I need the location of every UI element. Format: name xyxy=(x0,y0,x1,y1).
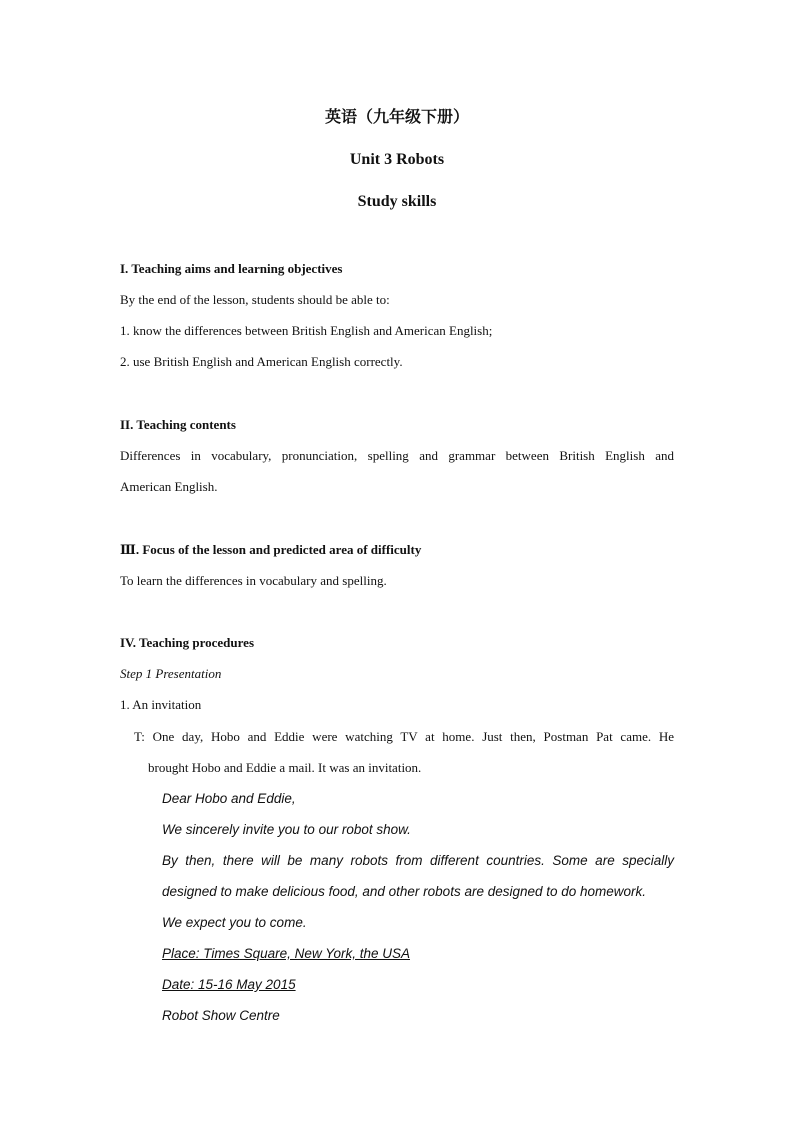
heading-teaching-aims: I. Teaching aims and learning objectives xyxy=(120,261,343,276)
letter-line: By then, there will be many robots from different countries. Some are specially xyxy=(162,853,674,868)
heading-teaching-contents: II. Teaching contents xyxy=(120,417,236,432)
letter-signature: Robot Show Centre xyxy=(162,1008,280,1023)
letter-place: Place: Times Square, New York, the USA xyxy=(162,946,410,961)
unit-title: Unit 3 Robots xyxy=(349,151,445,168)
dialog-text-line: T: One day, Hobo and Eddie were watching TV at home. Just then, Postman Pat came. He xyxy=(134,729,674,744)
subsection-label: 1. An invitation xyxy=(120,697,202,712)
aim-item: 2. use British English and American English correctly. xyxy=(120,354,403,369)
letter-line: We expect you to come. xyxy=(162,915,307,930)
contents-text-line: Differences in vocabulary, pronunciation, spelling and grammar between British English and xyxy=(120,448,674,463)
heading-focus-difficulty: Ⅲ. Focus of the lesson and predicted area of difficulty xyxy=(120,542,422,557)
contents-text-line: American English. xyxy=(120,479,218,494)
heading-teaching-procedures: IV. Teaching procedures xyxy=(120,635,255,650)
letter-line: designed to make delicious food, and other robots are designed to do homework. xyxy=(162,884,647,899)
letter-line: We sincerely invite you to our robot show. xyxy=(162,822,411,837)
document-title: 英语（九年级下册） xyxy=(324,109,469,126)
letter-greeting: Dear Hobo and Eddie, xyxy=(162,791,296,806)
step-label: Step 1 Presentation xyxy=(120,666,222,681)
aim-item: 1. know the differences between British English and American English; xyxy=(120,323,493,338)
dialog-text-line: brought Hobo and Eddie a mail. It was an invitation. xyxy=(148,760,422,775)
aims-intro: By the end of the lesson, students should be able to: xyxy=(120,292,390,307)
focus-text: To learn the differences in vocabulary and spelling. xyxy=(120,573,387,588)
letter-date: Date: 15-16 May 2015 xyxy=(162,977,296,992)
section-title: Study skills xyxy=(357,193,437,210)
